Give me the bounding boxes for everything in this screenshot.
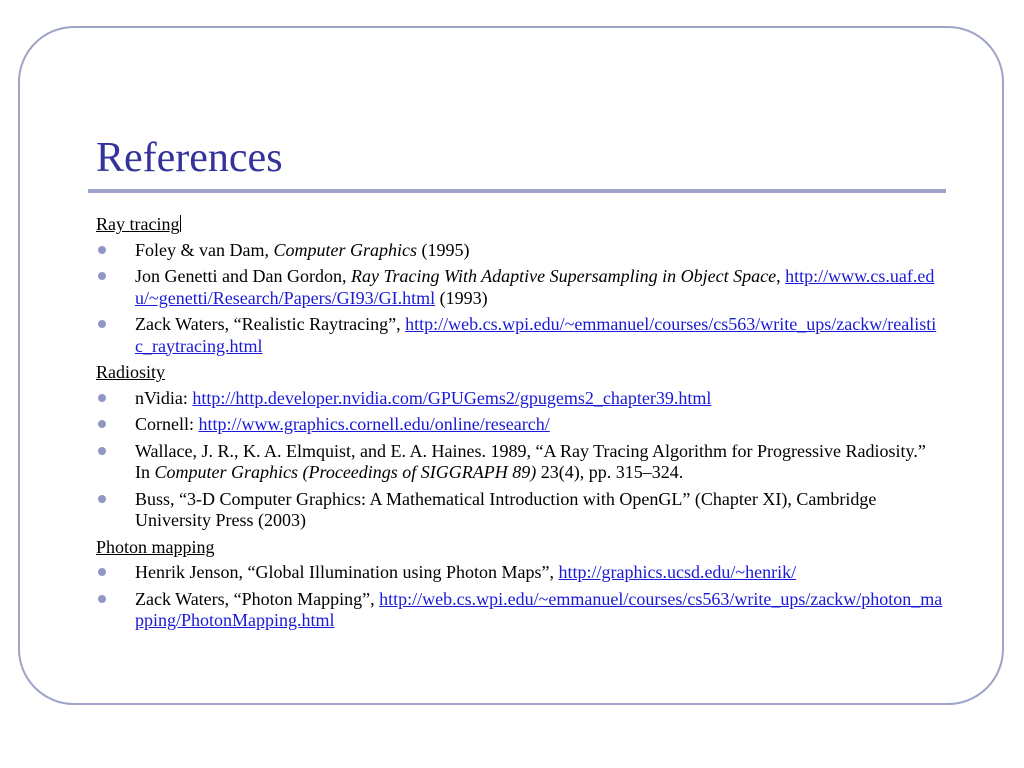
bullet-icon bbox=[98, 595, 106, 603]
list-item bbox=[96, 489, 944, 532]
list-item bbox=[96, 240, 944, 262]
slide-title: References bbox=[96, 135, 283, 181]
ref-title: Computer Graphics bbox=[273, 239, 417, 260]
ref-text: nVidia: bbox=[135, 387, 193, 408]
list-item bbox=[96, 314, 944, 357]
ref-link[interactable]: http://graphics.ucsd.edu/~henrik/ bbox=[558, 562, 797, 582]
list-item bbox=[96, 266, 944, 309]
bullet-icon bbox=[98, 394, 106, 402]
ref-title: Computer Graphics (Proceedings of SIGGRAPH 89) bbox=[154, 462, 537, 482]
ref-text: , bbox=[776, 266, 786, 286]
section-ray-tracing bbox=[96, 214, 944, 357]
reference-list bbox=[96, 240, 944, 358]
bullet-icon bbox=[98, 272, 106, 280]
ref-text: Jon Genetti and Dan Gordon, bbox=[135, 266, 351, 286]
bullet-icon bbox=[98, 447, 106, 455]
reference-list bbox=[96, 562, 944, 632]
ref-link[interactable]: http://web.cs.wpi.edu/~emmanuel/courses/cs563/write_ups/zackw/realistic_raytracing.html bbox=[135, 314, 937, 356]
section-heading bbox=[96, 214, 944, 236]
ref-text: Buss, “3-D Computer Graphics: A Mathematical Introduction with OpenGL” (Chapter XI), Cambridge University Press (2003) bbox=[135, 488, 877, 530]
ref-text: 23(4), pp. 315–324. bbox=[536, 462, 684, 482]
ref-link[interactable]: http://web.cs.wpi.edu/~emmanuel/courses/cs563/write_ups/zackw/photon_mapping/PhotonMapping.html bbox=[135, 588, 943, 630]
section-radiosity bbox=[96, 362, 944, 532]
ref-text: Zack Waters, “Realistic Raytracing”, bbox=[135, 314, 406, 334]
bullet-icon bbox=[98, 320, 106, 328]
bullet-icon bbox=[98, 246, 106, 254]
ref-text: Foley & van Dam, bbox=[135, 239, 274, 260]
section-photon-mapping bbox=[96, 537, 944, 632]
ref-text: Wallace, J. R., K. A. Elmquist, and E. A. Haines. 1989, “A Ray Tracing Algorithm for Progressive Radiosity.” In bbox=[135, 440, 926, 482]
section-heading: Photon mapping bbox=[96, 536, 215, 557]
ref-text: Henrik Jenson, “Global Illumination using Photon Maps”, bbox=[135, 562, 559, 582]
ref-link[interactable]: http://www.cs.uaf.edu/~genetti/Research/Papers/GI93/GI.html bbox=[135, 266, 935, 308]
bullet-icon bbox=[98, 495, 106, 503]
text-cursor bbox=[180, 215, 181, 232]
list-item bbox=[96, 441, 944, 484]
ref-link[interactable]: http://www.graphics.cornell.edu/online/research/ bbox=[198, 414, 550, 434]
section-heading-text: Ray tracing bbox=[96, 214, 180, 234]
list-item bbox=[96, 388, 944, 410]
list-item bbox=[96, 562, 944, 584]
bullet-icon bbox=[98, 420, 106, 428]
ref-title: Ray Tracing With Adaptive Supersampling in Object Space bbox=[350, 266, 777, 286]
ref-text: (1995) bbox=[416, 239, 470, 260]
ref-text: Cornell: bbox=[135, 414, 199, 434]
section-heading: Radiosity bbox=[96, 362, 166, 382]
list-item bbox=[96, 414, 944, 436]
ref-link[interactable]: http://http.developer.nvidia.com/GPUGems2/gpugems2_chapter39.html bbox=[192, 387, 712, 408]
ref-text: Zack Waters, “Photon Mapping”, bbox=[135, 588, 380, 609]
title-underline bbox=[88, 189, 946, 193]
list-item bbox=[96, 589, 944, 632]
references-body bbox=[96, 214, 944, 637]
bullet-icon bbox=[98, 568, 106, 576]
ref-text: (1993) bbox=[435, 287, 488, 308]
reference-list bbox=[96, 388, 944, 532]
